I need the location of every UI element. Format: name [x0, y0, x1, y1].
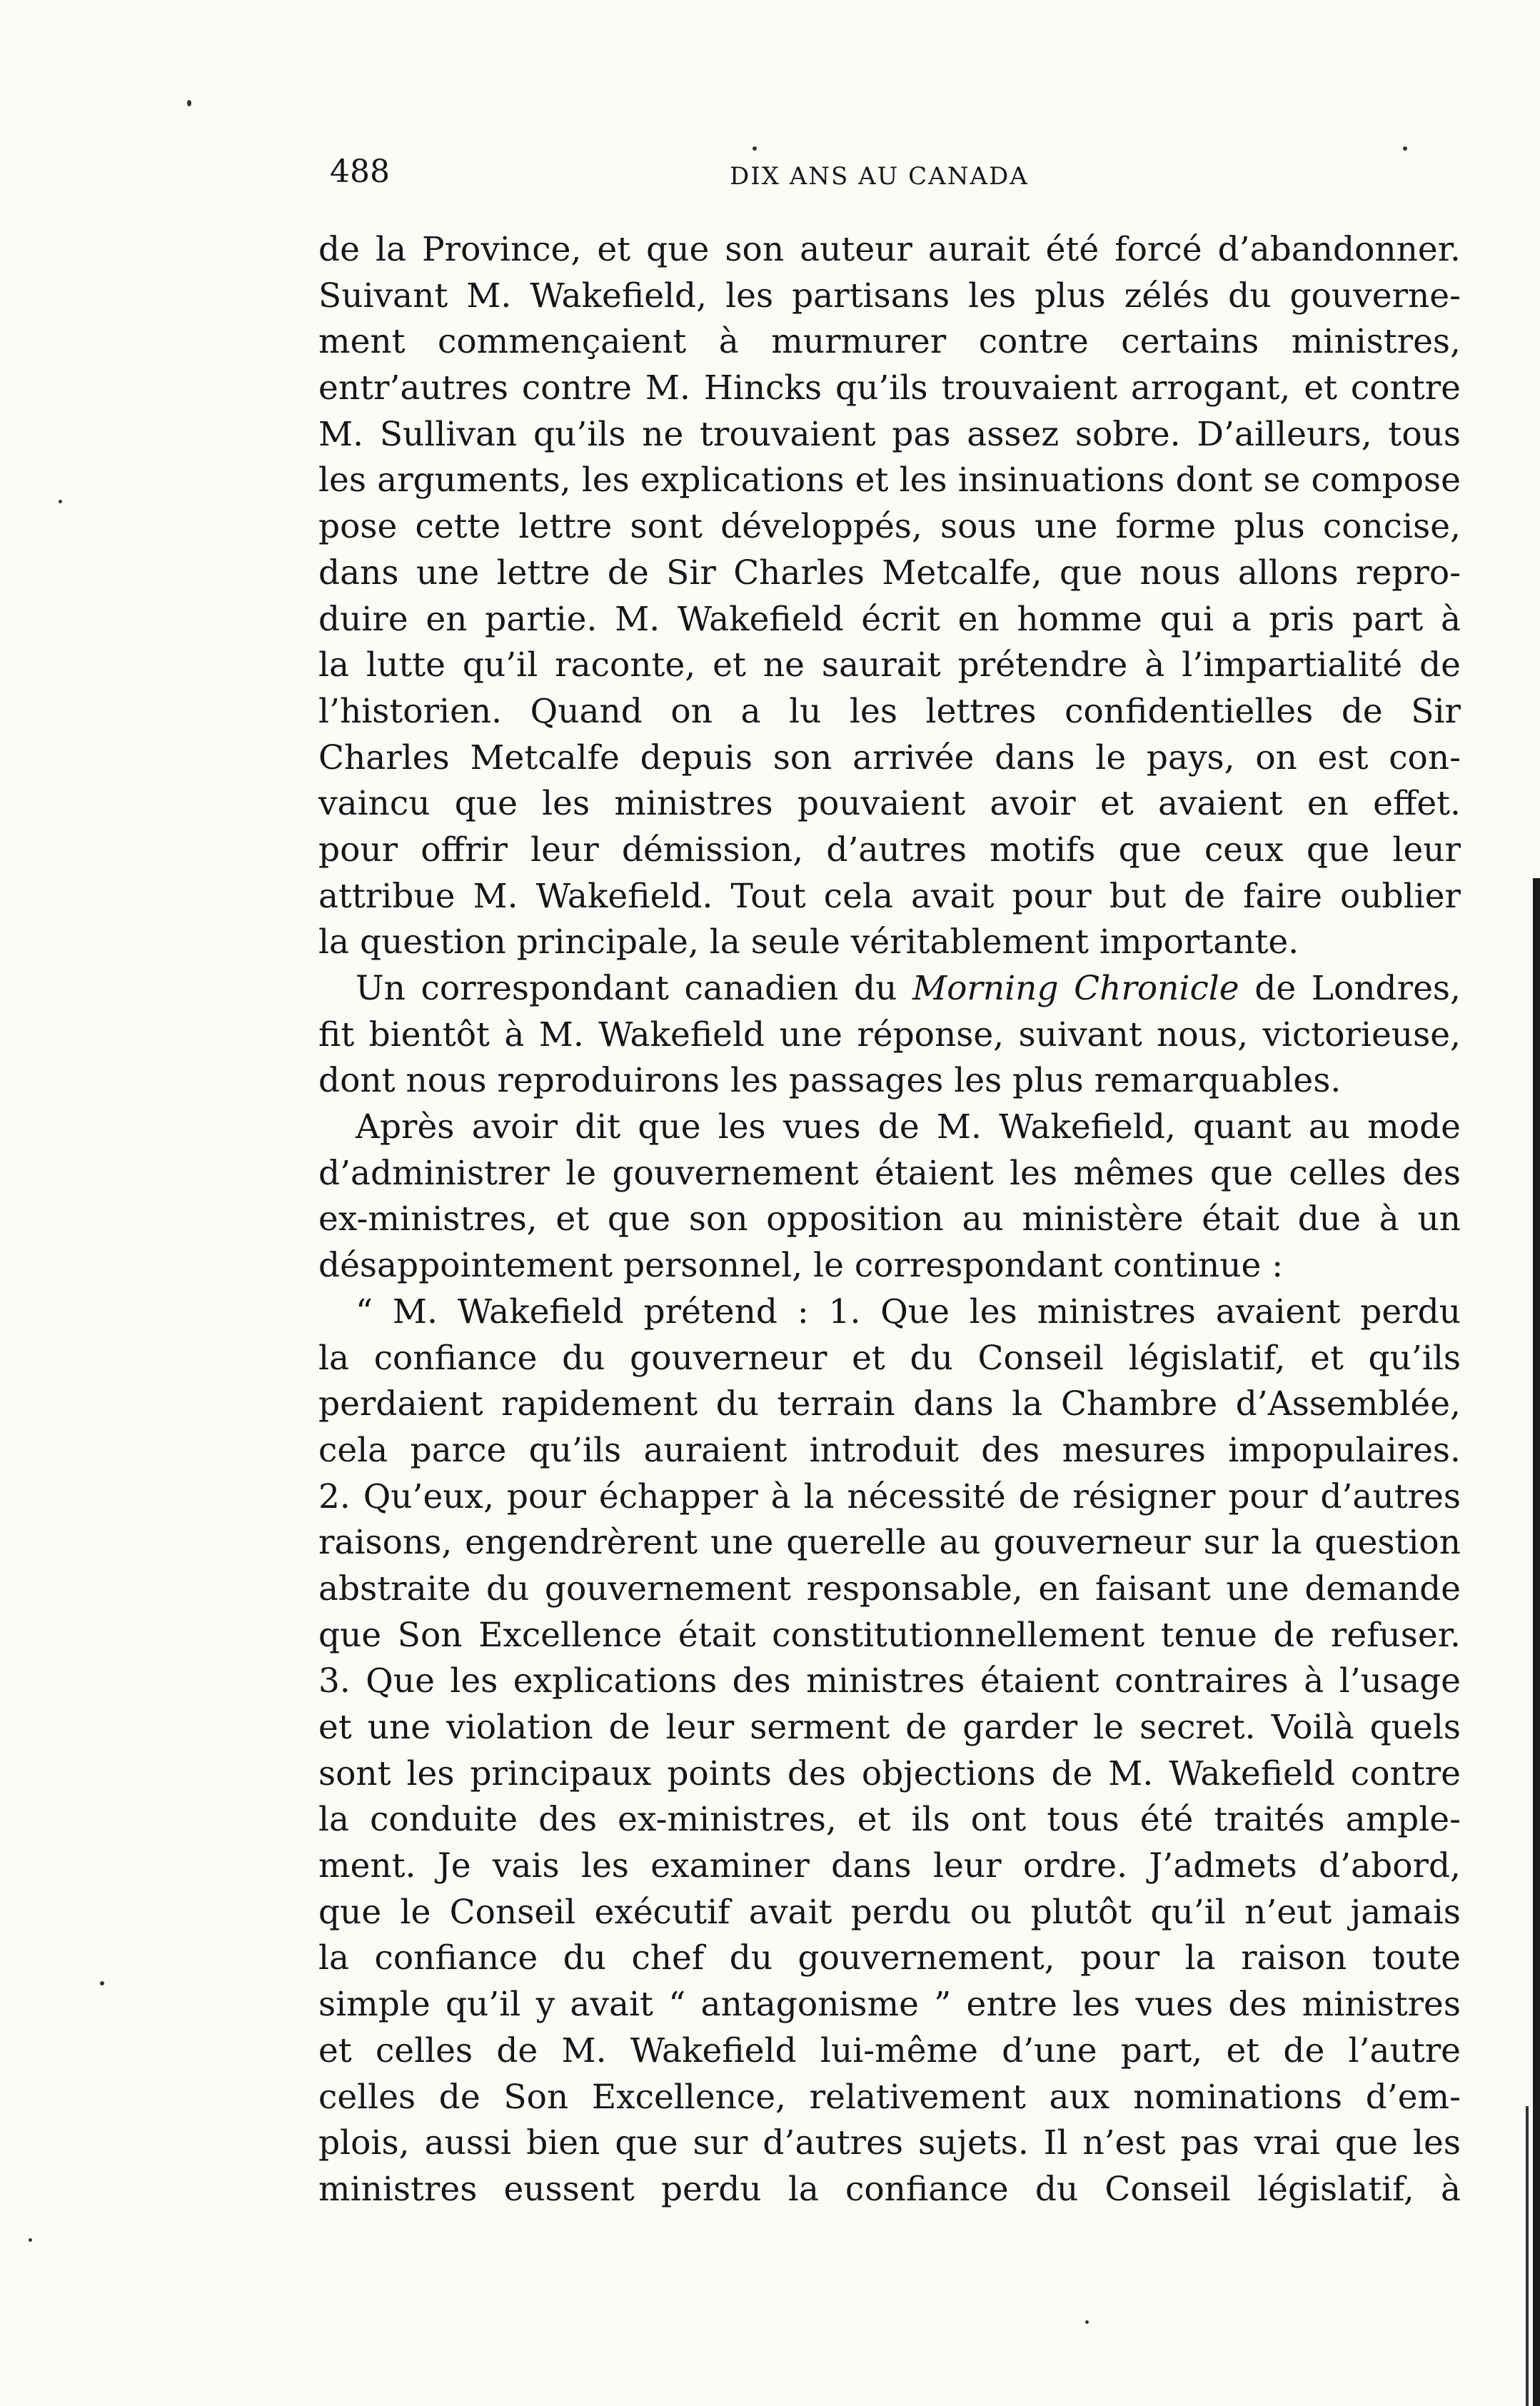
text-line: perdaient rapidement du terrain dans la Chambre d’Assemblée, — [318, 1384, 1461, 1424]
scan-speck — [100, 1981, 104, 1985]
text-line: la confiance du gouverneur et du Conseil législatif, et qu’ils — [318, 1338, 1461, 1378]
text-line: raisons, engendrèrent une querelle au gouverneur sur la question — [318, 1523, 1461, 1563]
running-title: DIX ANS AU CANADA — [730, 162, 1029, 191]
text-line: celles de Son Excellence, relativement aux nominations d’em- — [318, 2077, 1461, 2117]
text-line: simple qu’il y avait “ antagonisme ” entre les vues des ministres — [318, 1985, 1461, 2025]
text-line: vaincu que les ministres pouvaient avoir et avaient en effet. — [318, 784, 1461, 824]
text-line: Charles Metcalfe depuis son arrivée dans le pays, on est con- — [318, 738, 1461, 777]
text-line: pour offrir leur démission, d’autres motifs que ceux que leur — [318, 830, 1461, 870]
text-segment: de Londres, — [1254, 969, 1461, 1008]
text-line: ministres eussent perdu la confiance du Conseil législatif, à — [318, 2169, 1461, 2209]
text-line: attribue M. Wakefield. Tout cela avait pour but de faire oublier — [318, 876, 1461, 916]
scan-speck — [29, 2238, 32, 2242]
page-number: 488 — [330, 153, 390, 190]
text-line: Suivant M. Wakefield, les partisans les plus zélés du gouverne- — [318, 276, 1461, 316]
text-line: dans une lettre de Sir Charles Metcalfe, que nous allons repro- — [318, 553, 1461, 593]
scan-speck — [59, 500, 62, 503]
text-line: cela parce qu’ils auraient introduit des mesures impopulaires. — [318, 1430, 1461, 1470]
text-line: la confiance du chef du gouvernement, pour la raison toute — [318, 1938, 1461, 1978]
text-line: et celles de M. Wakefield lui-même d’une part, et de l’autre — [318, 2030, 1461, 2070]
text-line: que Son Excellence était constitutionnellement tenue de refuser. — [318, 1615, 1461, 1655]
text-line: ex-ministres, et que son opposition au ministère était due à un — [318, 1199, 1461, 1239]
text-line: les arguments, les explications et les insinuations dont se compose — [318, 460, 1461, 500]
text-line: la conduite des ex-ministres, et ils ont tous été traités ample- — [318, 1800, 1461, 1840]
text-line: Après avoir dit que les vues de M. Wakefield, quant au mode — [356, 1107, 1461, 1147]
scan-speck — [1403, 146, 1407, 151]
text-line: la question principale, la seule véritablement importante. — [318, 922, 1299, 962]
scan-speck — [753, 146, 757, 151]
page-edge-shadow-inner — [1526, 2106, 1529, 2406]
text-line: 2. Qu’eux, pour échapper à la nécessité de résigner pour d’autres — [318, 1476, 1461, 1516]
text-line: abstraite du gouvernement responsable, en faisant une demande — [318, 1569, 1461, 1609]
text-line: ment commençaient à murmurer contre certains ministres, — [318, 322, 1461, 362]
text-line: entr’autres contre M. Hincks qu’ils trouvaient arrogant, et contre — [318, 368, 1461, 408]
text-line: que le Conseil exécutif avait perdu ou plutôt qu’il n’eut jamais — [318, 1892, 1461, 1932]
page-edge-shadow — [1533, 878, 1540, 2406]
text-line: sont les principaux points des objections de M. Wakefield contre — [318, 1753, 1461, 1793]
text-segment: Un correspondant canadien du — [356, 969, 897, 1008]
body-text — [318, 227, 1461, 2213]
newspaper-title: Morning Chronicle — [912, 969, 1239, 1008]
text-line: et une violation de leur serment de garder le secret. Voilà quels — [318, 1708, 1461, 1747]
text-line: plois, aussi bien que sur d’autres sujets. Il n’est pas vrai que les — [318, 2123, 1461, 2163]
text-line: désappointement personnel, le correspondant continue : — [318, 1246, 1284, 1286]
scan-speck — [187, 100, 191, 106]
text-line: l’historien. Quand on a lu les lettres confidentielles de Sir — [318, 691, 1461, 731]
text-line: 3. Que les explications des ministres étaient contraires à l’usage — [318, 1661, 1461, 1701]
text-line: la lutte qu’il raconte, et ne saurait prétendre à l’impartialité de — [318, 645, 1461, 685]
text-line: duire en partie. M. Wakefield écrit en homme qui a pris part à — [318, 599, 1461, 639]
text-line: de la Province, et que son auteur aurait été forcé d’abandonner. — [318, 230, 1461, 269]
running-header — [330, 153, 1454, 196]
text-line — [318, 966, 1461, 1012]
text-line: M. Sullivan qu’ils ne trouvaient pas assez sobre. D’ailleurs, tous — [318, 414, 1461, 454]
text-line: “ M. Wakefield prétend : 1. Que les ministres avaient perdu — [356, 1292, 1461, 1332]
text-line: pose cette lettre sont développés, sous une forme plus concise, — [318, 507, 1461, 547]
text-line: dont nous reproduirons les passages les plus remarquables. — [318, 1061, 1342, 1101]
text-line: ment. Je vais les examiner dans leur ordre. J’admets d’abord, — [318, 1846, 1461, 1886]
scan-speck — [1085, 2320, 1089, 2324]
text-line: d’administrer le gouvernement étaient les mêmes que celles des — [318, 1153, 1461, 1193]
text-line: fit bientôt à M. Wakefield une réponse, suivant nous, victorieuse, — [318, 1015, 1461, 1054]
